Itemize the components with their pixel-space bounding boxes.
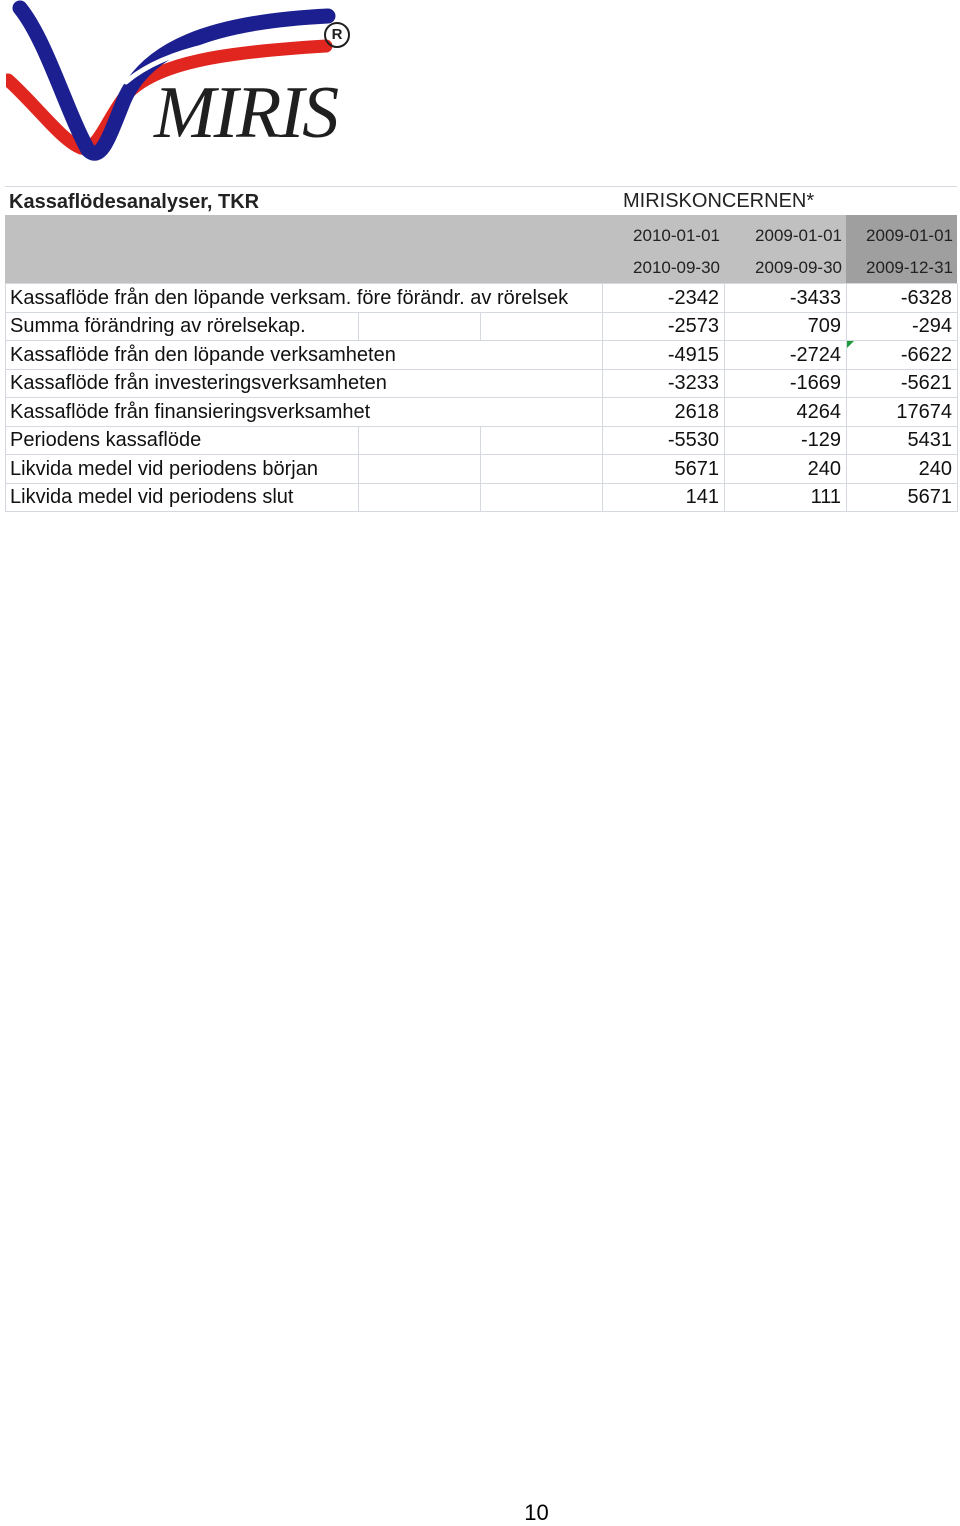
table-row (6, 341, 958, 370)
empty-cell (481, 426, 603, 455)
period-to: 2009-12-31 (866, 258, 953, 277)
row-value: 5671 (603, 455, 725, 484)
row-value: -6328 (847, 284, 958, 313)
period-column-1 (602, 215, 724, 283)
row-label: Kassaflöde från den löpande verksam. före förändr. av rörelsek (6, 284, 603, 313)
row-value: -3433 (725, 284, 847, 313)
period-from: 2010-01-01 (633, 226, 720, 245)
empty-cell (481, 312, 603, 341)
row-value: 240 (725, 455, 847, 484)
period-column-3 (846, 215, 957, 283)
period-from: 2009-01-01 (866, 226, 953, 245)
period-to: 2009-09-30 (755, 258, 842, 277)
cashflow-sheet (5, 186, 957, 512)
period-from: 2009-01-01 (755, 226, 842, 245)
table-row (6, 455, 958, 484)
row-label: Summa förändring av rörelsekap. (6, 312, 359, 341)
empty-cell (359, 426, 481, 455)
row-label: Kassaflöde från den löpande verksamheten (6, 341, 603, 370)
row-value: -5530 (603, 426, 725, 455)
table-row (6, 312, 958, 341)
row-value: -6622 (847, 341, 958, 370)
company-name: MIRISKONCERNEN* (623, 190, 815, 212)
page-number: 10 (524, 1500, 549, 1525)
row-value: 141 (603, 483, 725, 512)
row-value: 4264 (725, 398, 847, 427)
row-value: 709 (725, 312, 847, 341)
table-row (6, 426, 958, 455)
period-to: 2010-09-30 (633, 258, 720, 277)
row-value: 111 (725, 483, 847, 512)
row-value: -2573 (603, 312, 725, 341)
row-value: 5431 (847, 426, 958, 455)
row-label: Likvida medel vid periodens början (6, 455, 359, 484)
row-value: -294 (847, 312, 958, 341)
empty-cell (359, 312, 481, 341)
row-label: Likvida medel vid periodens slut (6, 483, 359, 512)
period-column-2 (724, 215, 846, 283)
row-value: 17674 (847, 398, 958, 427)
empty-cell (481, 483, 603, 512)
row-label: Kassaflöde från investeringsverksamheten (6, 369, 603, 398)
title-row (5, 187, 957, 215)
logo-wordmark: MIRIS (154, 72, 338, 154)
row-value: 5671 (847, 483, 958, 512)
row-value: -4915 (603, 341, 725, 370)
row-label: Periodens kassaflöde (6, 426, 359, 455)
miris-logo (6, 0, 356, 165)
cashflow-table (5, 283, 958, 512)
empty-cell (359, 483, 481, 512)
period-header (5, 215, 957, 283)
table-row (6, 398, 958, 427)
table-row (6, 483, 958, 512)
empty-cell (359, 455, 481, 484)
table-row (6, 369, 958, 398)
row-value: -3233 (603, 369, 725, 398)
row-value: 240 (847, 455, 958, 484)
empty-cell (481, 455, 603, 484)
registered-mark-icon: R (324, 22, 350, 48)
table-row (6, 284, 958, 313)
row-value: -2342 (603, 284, 725, 313)
row-value: -5621 (847, 369, 958, 398)
sheet-title: Kassaflödesanalyser, TKR (9, 191, 260, 213)
row-value: 2618 (603, 398, 725, 427)
row-value: -129 (725, 426, 847, 455)
period-header-spacer (5, 215, 602, 283)
row-value: -1669 (725, 369, 847, 398)
row-value: -2724 (725, 341, 847, 370)
row-label: Kassaflöde från finansieringsverksamhet (6, 398, 603, 427)
